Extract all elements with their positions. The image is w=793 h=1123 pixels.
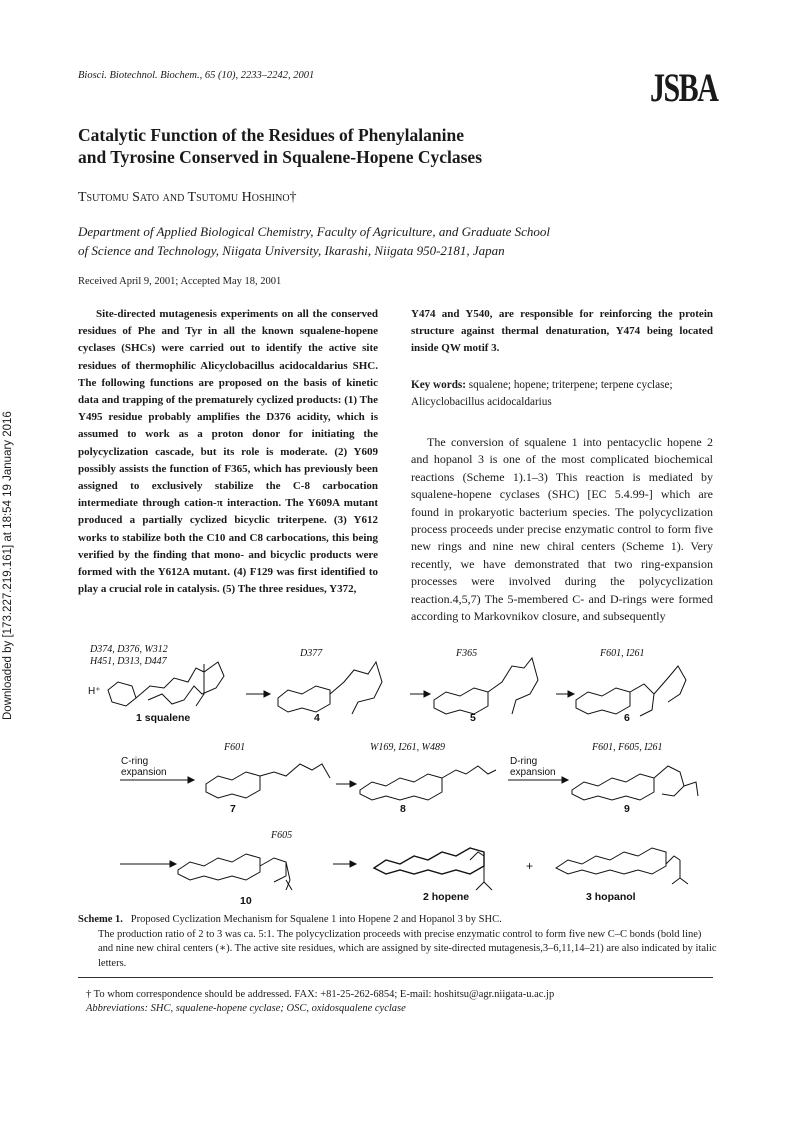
scheme-label-9: 9 bbox=[624, 803, 630, 815]
title-line-1: Catalytic Function of the Residues of Phenylalanine bbox=[78, 125, 464, 145]
author-list: Tsutomu Sato and Tsutomu Hoshino† bbox=[78, 190, 297, 205]
scheme-residues-7: F601 bbox=[224, 742, 246, 753]
journal-logo: JSBA bbox=[650, 65, 718, 110]
affiliation bbox=[78, 222, 718, 260]
d-ring-expansion-line1: D-ring bbox=[510, 756, 538, 767]
affiliation-line-2: of Science and Technology, Niigata University, Ikarashi, Niigata 950-2181, Japan bbox=[78, 243, 505, 258]
scheme-label-1: 1 squalene bbox=[136, 712, 191, 724]
article-title bbox=[78, 124, 698, 168]
caption-label: Scheme 1. bbox=[78, 914, 123, 925]
d-ring-expansion-line2: expansion bbox=[510, 767, 556, 778]
introduction-text: The conversion of squalene 1 into pentacyclic hopene 2 and hopanol 3 is one of the most complicated biochemical reactions (Scheme 1).1–3) This reaction is mediated by squalene-hopene cyclases (SHC) [EC 5.4.99-] which are found in prokaryotic bacterium species. The polycyclization process proceeds under precise enzymatic control to form five new rings and nine new chiral centers (Scheme 1). Very recently, we have demonstrated that two ring-expansion processes were involved during the polycyclization reaction.4,5,7) The 5-membered C- and D-rings were formed according to Markovnikov closure, and subsequently bbox=[411, 435, 713, 624]
c-ring-expansion-line2: expansion bbox=[121, 767, 167, 778]
scheme-label-3: 3 hopanol bbox=[586, 891, 636, 903]
affiliation-line-1: Department of Applied Biological Chemistry, Faculty of Agriculture, and Graduate School bbox=[78, 224, 551, 239]
scheme-residues-1: D374, D376, W312 bbox=[90, 644, 168, 655]
scheme-residues-6: F601, I261 bbox=[600, 648, 645, 659]
scheme-label-4: 4 bbox=[314, 712, 320, 724]
title-line-2: and Tyrosine Conserved in Squalene-Hopene Cyclases bbox=[78, 147, 483, 167]
scheme-label-10: 10 bbox=[240, 895, 252, 907]
download-note: Downloaded by [173.227.219.161] at 18:54 19 January 2016 bbox=[2, 411, 14, 720]
footnote-divider bbox=[78, 977, 713, 978]
caption-body: The production ratio of 2 to 3 was ca. 5:1. The polycyclization proceeds with precise enzymatic control to form five new C–C bonds (bold line) and nine new chiral centers (∗). The active site residues, which are assigned by site-directed mutagenesis,3–6,11,14–21) are also indicated by italic letters. bbox=[98, 928, 717, 969]
svg-text:+: + bbox=[526, 859, 534, 873]
keywords-text: squalene; hopene; triterpene; terpene cyclase; Alicyclobacillus acidocaldarius bbox=[411, 379, 673, 408]
keywords bbox=[411, 377, 713, 411]
scheme-label-6: 6 bbox=[624, 712, 630, 724]
caption-title: Proposed Cyclization Mechanism for Squalene 1 into Hopene 2 and Hopanol 3 by SHC. bbox=[130, 914, 502, 925]
scheme-label-5: 5 bbox=[470, 712, 476, 724]
received-dates: Received April 9, 2001; Accepted May 18, 2001 bbox=[78, 276, 282, 287]
scheme-residues-4: D377 bbox=[300, 648, 323, 659]
abbreviations-note: Abbreviations: SHC, squalene-hopene cyclase; OSC, oxidosqualene cyclase bbox=[86, 1003, 406, 1014]
keywords-label: Key words: bbox=[411, 379, 466, 391]
footnotes bbox=[86, 988, 706, 1016]
scheme-label-8: 8 bbox=[400, 803, 406, 815]
svg-text:H⁺: H⁺ bbox=[88, 686, 101, 697]
abstract-right-column: Y474 and Y540, are responsible for reinforcing the protein structure against thermal denaturation, Y474 being located inside QW motif 3. bbox=[411, 308, 713, 355]
scheme-residues-9: F601, F605, I261 bbox=[592, 742, 663, 753]
scheme-caption bbox=[78, 913, 718, 971]
correspondence-note: † To whom correspondence should be addressed. FAX: +81-25-262-6854; E-mail: hoshitsu@agr.niigata-u.ac.jp bbox=[86, 989, 555, 1000]
journal-citation: Biosci. Biotechnol. Biochem., 65 (10), 2233–2242, 2001 bbox=[78, 70, 315, 81]
scheme-label-2: 2 hopene bbox=[423, 891, 470, 903]
scheme-residues-10: F605 bbox=[271, 830, 293, 841]
scheme-residues-8: W169, I261, W489 bbox=[370, 742, 445, 753]
scheme-residues-1b: H451, D313, D447 bbox=[90, 656, 167, 667]
scheme-residues-5: F365 bbox=[456, 648, 478, 659]
scheme-1-figure bbox=[78, 642, 718, 907]
download-watermark bbox=[2, 390, 26, 720]
c-ring-expansion-line1: C-ring bbox=[121, 756, 149, 767]
abstract-left-column: Site-directed mutagenesis experiments on all the conserved residues of Phe and Tyr in all the known squalene-hopene cyclases (SHCs) were carried out to identify the active site residues of thermophilic Alicyclobacillus acidocaldarius SHC. The following functions are proposed on the basis of kinetic data and trapping of the prematurely cyclized products: (1) The Y495 residue probably amplifies the D376 acidity, which is assumed to work as a proton donor for initiating the polycyclization cascade, but its role is moderate. (2) Y609 possibly assists the function of F365, which has previously been assigned to exclusively stabilize the C-8 carbocation intermediate through cation-π interaction. The Y609A mutant produced a partially cyclized bicyclic triterpene. (3) Y612 works to stabilize both the C10 and C8 carbocations, this being verified by the finding that mono- and bicyclic products were formed with the Y612A mutant. (4) F129 was first identified to play a crucial role in catalysis. (5) The three residues, Y372, bbox=[78, 308, 378, 596]
scheme-label-7: 7 bbox=[230, 803, 236, 815]
